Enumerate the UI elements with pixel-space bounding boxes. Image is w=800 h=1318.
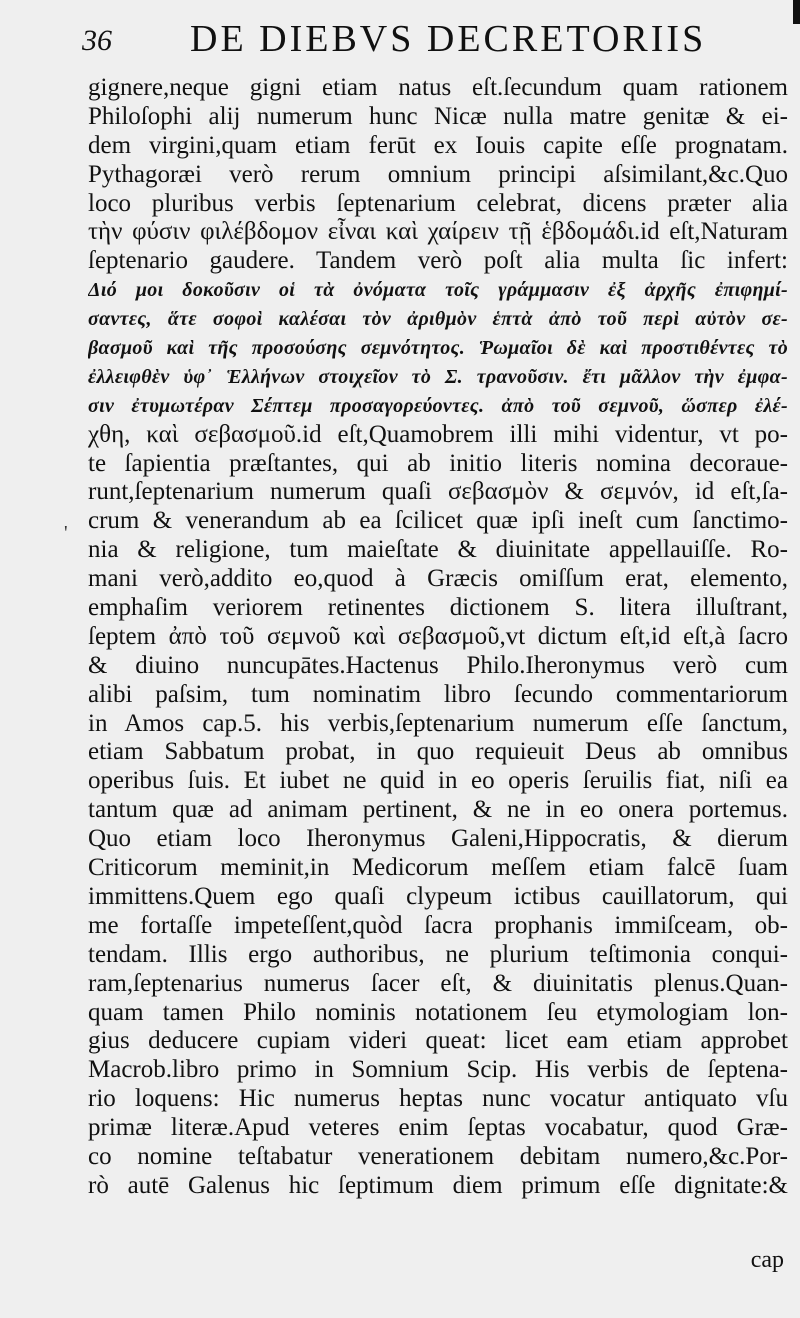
text-line: Philoſophi alij numerum hunc Nicæ nulla matre genitæ & ei- [88,102,788,130]
greek-text-line: βασμοῦ καὶ τῆς προσούσης σεμνότητος. Ῥωμαῖοι δὲ καὶ προστιθέντες τὸ [88,337,788,360]
text-line: Pythagoræi verò rerum omnium principi aſsimilant,&c.Quo [88,160,788,188]
text-line: emphaſim veriorem retinentes dictionem S. litera illuſtrant, [88,594,788,622]
catchword: cap [750,1247,784,1273]
text-line: dem virgini,quam etiam ferūt ex Iouis capite eſſe prognatam. [88,131,788,159]
text-line: Quo etiam loco Iheronymus Galeni,Hippocratis, & dierum [88,825,788,853]
text-line: nia & religione, tum maieſtate & diuinitate appellauiſſe. Ro- [88,536,788,564]
page-edge-mark [793,0,800,24]
text-line: in Amos cap.5. his verbis,ſeptenarium numerum eſſe ſanctum, [88,709,788,737]
text-line: etiam Sabbatum probat, in quo requieuit Deus ab omnibus [88,738,788,766]
text-line: alibi paſsim, tum nominatim libro ſecundo commentariorum [88,680,788,708]
margin-mark: ' [64,522,68,544]
text-line: tendam. Illis ergo authoribus, ne plurium teſtimonia conqui- [88,940,788,968]
text-line: ram,ſeptenarius numerus ſacer eſt, & diuinitatis plenus.Quan- [88,969,788,997]
text-line: me fortaſſe impeteſſent,quòd ſacra prophanis immiſceam, ob- [88,911,788,939]
text-line: mani verò,addito eo,quod à Græcis omiſſum erat, elemento, [88,565,788,593]
text-line: rò autē Galenus hic ſeptimum diem primum eſſe dignitate:& [88,1171,788,1199]
text-line: τὴν φύσιν φιλέβδομον εἶναι καὶ χαίρειν τῇ ἑβδομάδι.id eſt,Naturam [88,218,788,246]
text-line: tantum quæ ad animam pertinent, & ne in eo onera portemus. [88,796,788,824]
text-line: ſeptem ἀπὸ τοῦ σεμνοῦ καὶ σεβασμοῦ,vt dictum eſt,id eſt,à ſacro [88,622,788,650]
text-line: crum & venerandum ab ea ſcilicet quæ ipſi ineſt cum ſanctimo- [88,507,788,535]
text-line: Macrob.libro primo in Somnium Scip. His verbis de ſeptena- [88,1056,788,1084]
greek-text-line: Διό μοι δοκοῦσιν οἱ τὰ ὀνόματα τοῖς γράμμασιν ἐξ ἀρχῆς ἐπιφημί- [88,279,788,302]
text-line: te ſapientia præſtantes, qui ab initio literis nomina decoraue- [88,449,788,477]
text-line: loco pluribus verbis ſeptenarium celebrat, dicens præter alia [88,189,788,217]
page-number: 36 [82,24,112,57]
text-line: rio loquens: Hic numerus heptas nunc vocatur antiquato vſu [88,1085,788,1113]
text-line: gignere,neque gigni etiam natus eſt.ſecundum quam rationem [88,74,788,101]
text-line: Criticorum meminit,in Medicorum meſſem etiam falcē ſuam [88,854,788,882]
text-line: gius deducere cupiam videri queat: licet eam etiam approbet [88,1027,788,1055]
text-line: co nomine teſtabatur venerationem debitam numero,&c.Por- [88,1142,788,1170]
text-line: quam tamen Philo nominis notationem ſeu etymologiam lon- [88,998,788,1026]
text-line: runt,ſeptenarium numerum quaſi σεβασμὸν & σεμνόν, id eſt,ſa- [88,478,788,506]
text-line: & diuino nuncupātes.Hactenus Philo.Iheronymus verò cum [88,651,788,679]
greek-text-line: σιν ἐτυμωτέραν Σέπτεμ προσαγορεύοντες. ἀπὸ τοῦ σεμνοῦ, ὥσπερ ἐλέ- [88,394,788,417]
body-text [88,74,788,1201]
text-line: ſeptenario gaudere. Tandem verò poſt alia multa ſic infert: [88,247,788,275]
greek-text-line: σαντες, ἅτε σοφοὶ καλέσαι τὸν ἀριθμὸν ἑπτὰ ἀπὸ τοῦ περὶ αὐτὸν σε- [88,308,788,331]
text-line: χθη, καὶ σεβασμοῦ.id eſt,Quamobrem illi mihi videntur, vt po- [88,420,788,448]
greek-text-line: ἐλλειφθὲν ὑφ᾽ Ἑλλήνων στοιχεῖον τὸ Σ. τρανοῦσιν. ἔτι μᾶλλον τὴν ἐμφα- [88,365,788,388]
text-line: primæ literæ.Apud veteres enim ſeptas vocabatur, quod Græ- [88,1114,788,1142]
text-line: immittens.Quem ego quaſi clypeum ictibus cauillatorum, qui [88,882,788,910]
running-head: DE DIEBVS DECRETORIIS [190,18,707,60]
text-line: operibus ſuis. Et iubet ne quid in eo operis ſeruilis fiat, niſi ea [88,767,788,795]
